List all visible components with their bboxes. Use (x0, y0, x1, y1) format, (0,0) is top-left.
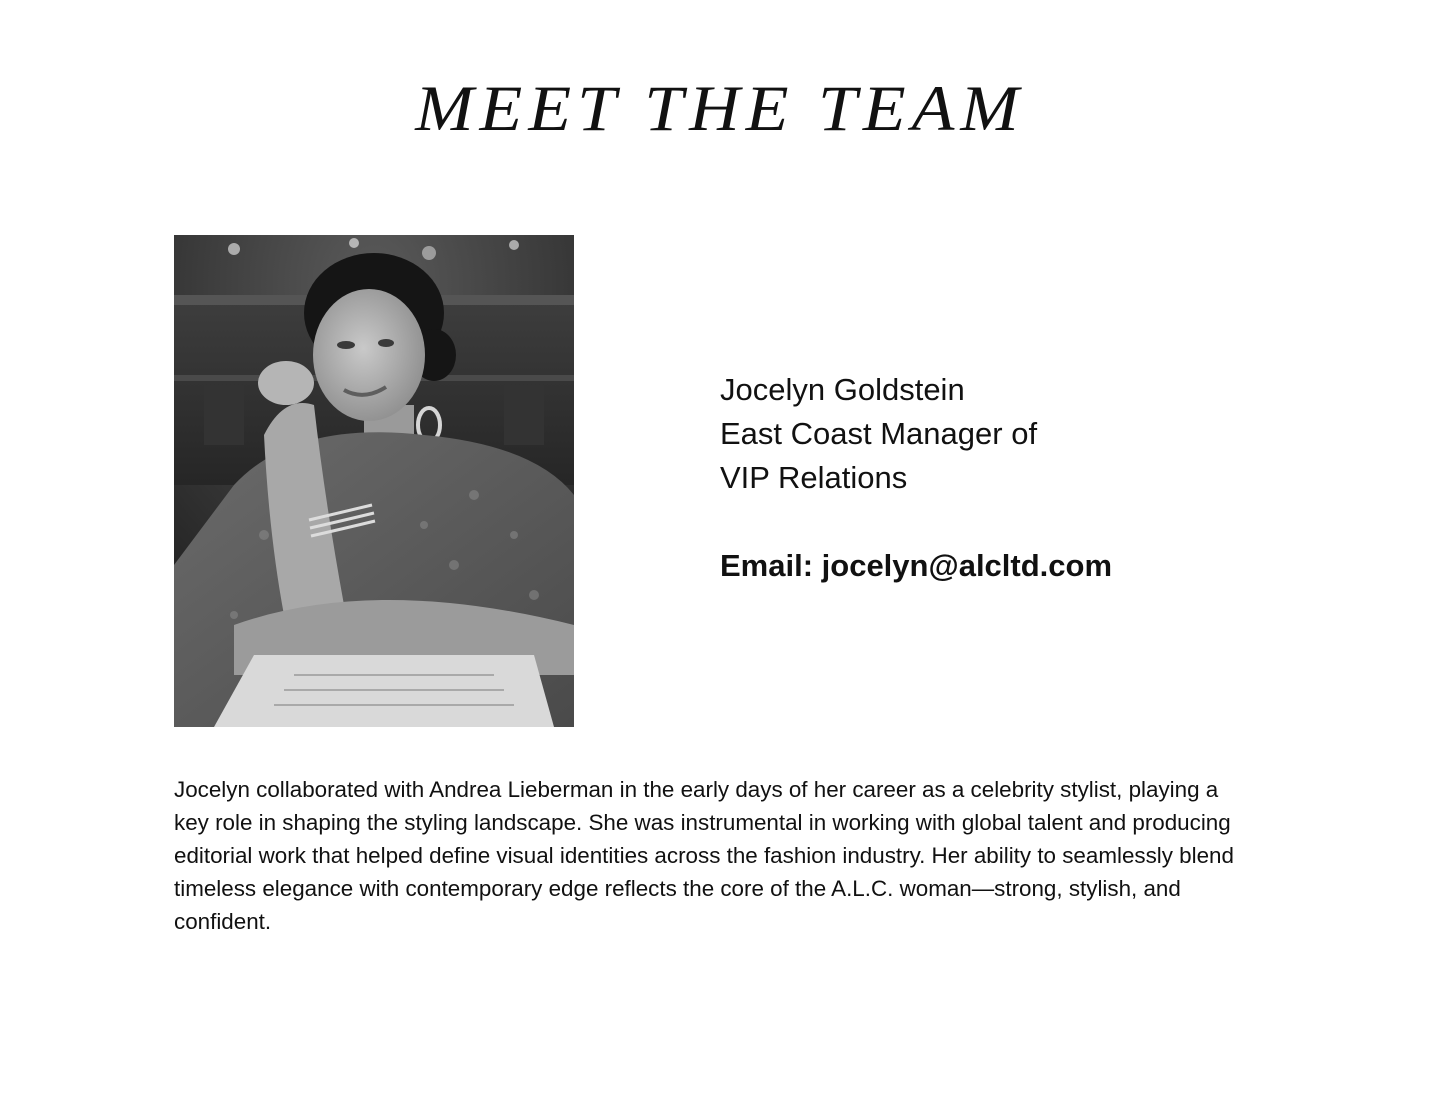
member-role-line-1: East Coast Manager of (720, 416, 1038, 451)
email-link[interactable]: jocelyn@alcltd.com (821, 548, 1113, 583)
member-role-line-2: VIP Relations (720, 460, 908, 495)
member-email-row (720, 544, 1320, 588)
member-info (720, 368, 1320, 588)
member-name: Jocelyn Goldstein (720, 372, 965, 407)
email-label: Email: (720, 548, 814, 583)
member-photo (174, 235, 574, 727)
page-title: MEET THE TEAM (415, 74, 1025, 145)
member-bio: Jocelyn collaborated with Andrea Lieberman in the early days of her career as a celebrity stylist, playing a key role in shaping the styling landscape. She was instrumental in working with global talent and producing editorial work that helped define visual identities across the fashion industry. Her ability to seamlessly blend timeless elegance with contemporary edge reflects the core of the A.L.C. woman—strong, stylish, and confident. (174, 777, 1234, 934)
